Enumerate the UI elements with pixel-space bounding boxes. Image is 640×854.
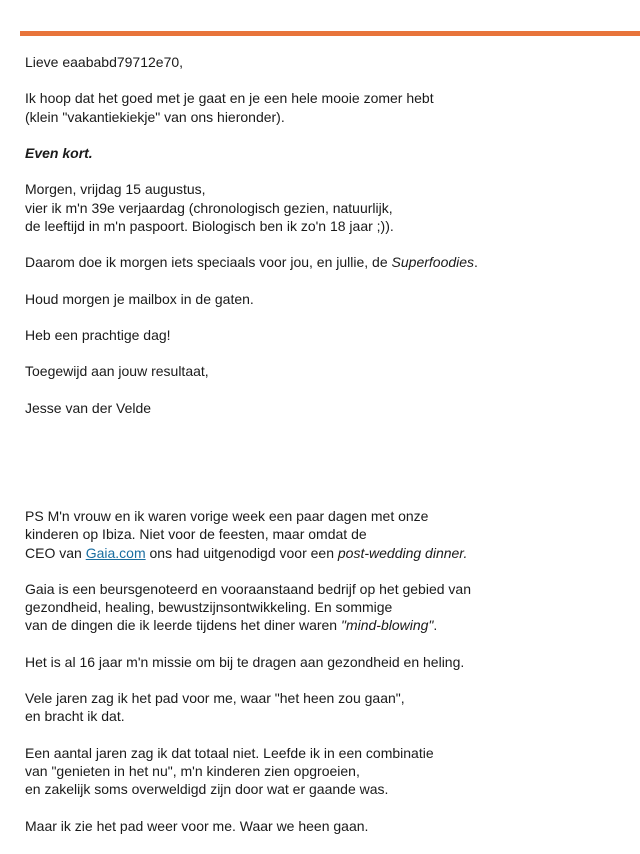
intro-line-2: (klein "vakantiekiekje" van ons hieronder). [25,108,285,125]
spacer [25,435,625,507]
birthday-line-1: Morgen, vrijdag 15 augustus, [25,181,206,198]
birthday-line-2: vier ik m'n 39e verjaardag (chronologisch gezien, natuurlijk, [25,199,393,216]
path-line-2: en bracht ik dat. [25,708,125,725]
ps-line-2: kinderen op Ibiza. Niet voor de feesten, maar omdat de [25,526,367,543]
email-body [25,53,625,853]
years-line-1: Een aantal jaren zag ik dat totaal niet. Leefde ik in een combinatie [25,744,434,761]
heading-text: Even kort. [25,144,93,161]
ps-line-3-pre: CEO van [25,544,86,561]
ps-line-3-mid: ons had uitgenodigd voor een [145,544,338,561]
wish-paragraph: Heb een prachtige dag! [25,326,171,343]
mission-paragraph: Het is al 16 jaar m'n missie om bij te dragen aan gezondheid en heling. [25,653,465,670]
section-heading [25,144,625,162]
gaia-line-3-pre: van de dingen die ik leerde tijdens het diner waren [25,617,341,634]
gaia-paragraph [25,580,625,635]
intro-line-1: Ik hoop dat het goed met je gaat en je een hele mooie zomer hebt [25,90,434,107]
gaia-link[interactable]: Gaia.com [85,544,146,561]
ps-paragraph [25,507,625,562]
ps-line-1: PS M'n vrouw en ik waren vorige week een paar dagen met onze [25,508,429,525]
signature: Jesse van der Velde [25,399,152,416]
gaia-line-3-end: . [433,617,438,634]
path-line-1: Vele jaren zag ik het pad voor me, waar "het heen zou gaan", [25,690,405,707]
years-line-3: en zakelijk soms overweldigd zijn door wat er gaande was. [25,781,389,798]
gaia-line-2: gezondheid, healing, bewustzijnsontwikkeling. En sommige [25,599,393,616]
gaia-line-1: Gaia is een beursgenoteerd en vooraanstaand bedrijf op het gebied van [25,580,471,597]
birthday-paragraph [25,180,625,235]
years-line-2: van "genieten in het nu", m'n kinderen zien opgroeien, [25,762,360,779]
special-end: . [474,254,478,271]
birthday-line-3: de leeftijd in m'n paspoort. Biologisch ben ik zo'n 18 jaar ;)). [25,217,394,234]
superfoodies-text: Superfoodies [391,254,475,271]
ps-line-3-italic: post-wedding dinner. [337,544,468,561]
special-paragraph [25,253,625,271]
header-accent-bar [20,31,640,36]
now-paragraph: Maar ik zie het pad weer voor me. Waar we heen gaan. [25,817,369,834]
years-paragraph [25,744,625,799]
intro-paragraph [25,89,625,125]
special-text: Daarom doe ik morgen iets speciaals voor jou, en jullie, de [25,254,392,271]
path-paragraph [25,689,625,725]
greeting: Lieve eaababd79712e70, [25,54,184,70]
gaia-line-3-italic: "mind-blowing" [340,617,434,634]
closing-paragraph: Toegewijd aan jouw resultaat, [25,363,209,380]
mailbox-paragraph: Houd morgen je mailbox in de gaten. [25,290,254,307]
